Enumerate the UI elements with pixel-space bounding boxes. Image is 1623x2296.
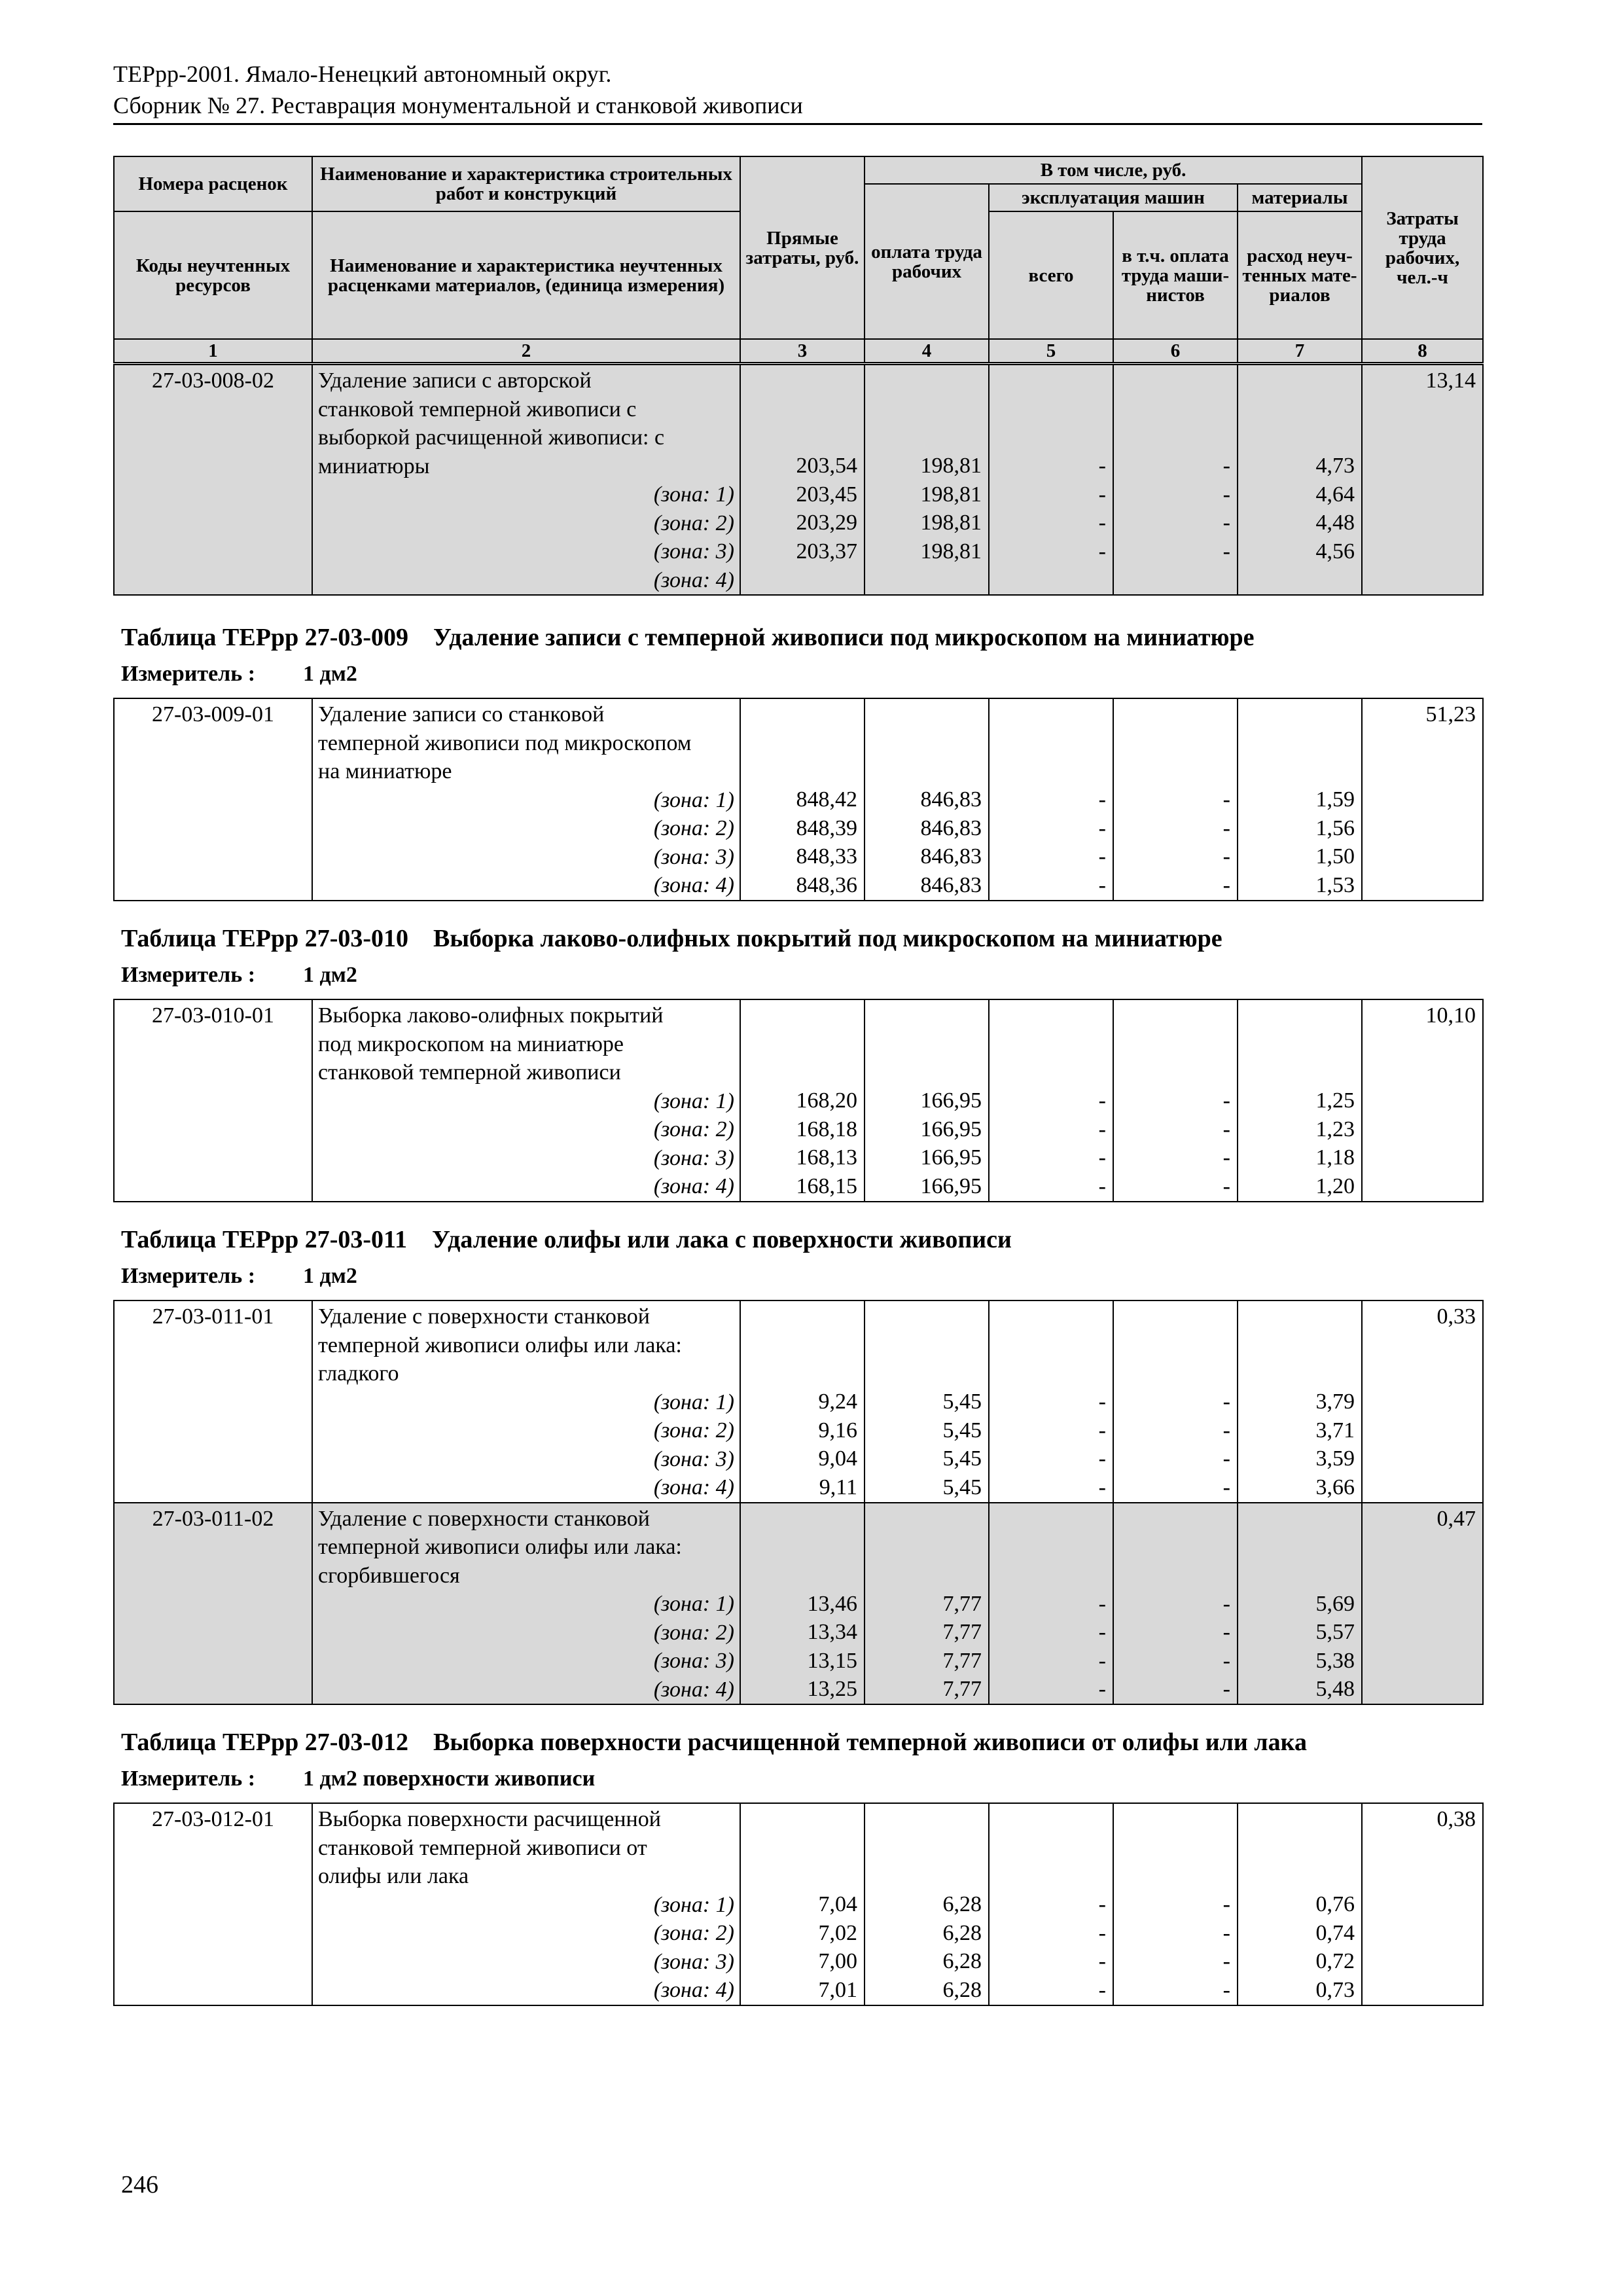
direct-costs-value: 203,29 bbox=[796, 511, 857, 535]
materials-cost-value: 1,20 bbox=[1315, 1174, 1355, 1198]
machine-labor-pay-value: - bbox=[1222, 816, 1230, 840]
header-resource-codes: Коды неучтенных ресурсов bbox=[114, 211, 312, 339]
header-col-num-8: 8 bbox=[1362, 339, 1483, 363]
rate-code: 27-03-008-02 bbox=[152, 368, 274, 393]
rate-row bbox=[114, 698, 1483, 901]
table-title-code: Таблица ТЕРрр 27-03-009 bbox=[121, 624, 409, 651]
work-description-line: темперной живописи под микроскопом bbox=[318, 730, 692, 755]
header-machine-labor-pay: в т.ч. оплата труда маши-нистов bbox=[1113, 211, 1238, 339]
table-title bbox=[121, 623, 1255, 652]
machine-labor-pay-value: - bbox=[1222, 1418, 1230, 1443]
machine-labor-pay-value: - bbox=[1222, 1117, 1230, 1141]
running-header-collection: Сборник № 27. Реставрация монументальной и станковой живописи bbox=[113, 92, 803, 118]
zone-label: (зона: 2) bbox=[653, 511, 734, 535]
machine-labor-pay-value: - bbox=[1222, 1892, 1230, 1916]
direct-costs-cell bbox=[740, 365, 865, 595]
machine-labor-pay-value: - bbox=[1222, 844, 1230, 869]
measure-label: Измеритель : bbox=[121, 1264, 256, 1288]
direct-costs-value: 203,54 bbox=[796, 454, 857, 478]
labor-pay-cell bbox=[865, 1300, 989, 1503]
table-title-text: Выборка лаково-олифных покрытий под микроскопом на миниатюре bbox=[433, 925, 1222, 952]
labor-pay-value: 7,77 bbox=[942, 1620, 982, 1644]
header-machine-operation: эксплуатация машин bbox=[989, 184, 1238, 211]
machine-total-value: - bbox=[1098, 1949, 1106, 1973]
machine-labor-pay-value: - bbox=[1222, 1677, 1230, 1701]
machine-labor-pay-value: - bbox=[1222, 1145, 1230, 1170]
direct-costs-value: 9,24 bbox=[818, 1390, 857, 1414]
materials-cost-cell bbox=[1238, 698, 1362, 901]
direct-costs-cell bbox=[740, 999, 865, 1202]
table-title-text: Выборка поверхности расчищенной темперной живописи от олифы или лака bbox=[433, 1729, 1307, 1756]
materials-cost-value: 3,71 bbox=[1315, 1418, 1355, 1443]
labor-pay-value: 198,81 bbox=[920, 511, 982, 535]
direct-costs-value: 7,04 bbox=[818, 1892, 857, 1916]
labor-pay-value: 166,95 bbox=[920, 1117, 982, 1141]
work-description-cell bbox=[312, 698, 740, 901]
labor-pay-value: 5,45 bbox=[942, 1390, 982, 1414]
rate-table-27-03-009 bbox=[113, 698, 1484, 901]
work-description-line: выборкой расчищенной живописи: с bbox=[318, 425, 665, 450]
zone-label: (зона: 1) bbox=[653, 1390, 734, 1414]
zone-label: (зона: 3) bbox=[653, 1649, 734, 1673]
direct-costs-value: 203,45 bbox=[796, 482, 857, 507]
materials-cost-value: 1,53 bbox=[1315, 872, 1355, 897]
machine-total-cell bbox=[989, 1300, 1113, 1503]
work-description-line: миниатюры bbox=[318, 454, 430, 478]
measure-line bbox=[121, 1263, 357, 1289]
labor-hours-value: 51,23 bbox=[1425, 702, 1476, 726]
measure-value: 1 дм2 bbox=[303, 1264, 357, 1288]
measure-line bbox=[121, 962, 357, 988]
labor-pay-value: 6,28 bbox=[942, 1920, 982, 1945]
rate-row bbox=[114, 1300, 1483, 1503]
work-description-line: Удаление с поверхности станковой bbox=[318, 1506, 650, 1531]
materials-cost-value: 3,79 bbox=[1315, 1390, 1355, 1414]
machine-labor-pay-value: - bbox=[1222, 872, 1230, 897]
header-labor-costs: Затраты труда рабочих, чел.-ч bbox=[1362, 156, 1483, 339]
labor-hours-value: 0,33 bbox=[1436, 1304, 1476, 1329]
work-description-line: под микроскопом на миниатюре bbox=[318, 1031, 624, 1056]
rate-table-27-03-008 bbox=[113, 364, 1484, 596]
materials-cost-value: 1,18 bbox=[1315, 1145, 1355, 1170]
table-title bbox=[121, 924, 1222, 953]
header-col-num-1: 1 bbox=[114, 339, 312, 363]
machine-total-value: - bbox=[1098, 1475, 1106, 1499]
labor-hours-cell bbox=[1362, 1300, 1483, 1503]
machine-labor-pay-cell bbox=[1113, 999, 1238, 1202]
machine-total-value: - bbox=[1098, 1920, 1106, 1945]
header-col-num-4: 4 bbox=[865, 339, 989, 363]
zone-label: (зона: 3) bbox=[653, 1446, 734, 1471]
direct-costs-value: 168,13 bbox=[796, 1145, 857, 1170]
labor-pay-value: 198,81 bbox=[920, 454, 982, 478]
header-materials: материалы bbox=[1238, 184, 1362, 211]
machine-total-value: - bbox=[1098, 1648, 1106, 1673]
materials-cost-value: 0,74 bbox=[1315, 1920, 1355, 1945]
materials-cost-cell bbox=[1238, 365, 1362, 595]
table-title-text: Удаление записи с темперной живописи под микроскопом на миниатюре bbox=[433, 624, 1255, 651]
machine-labor-pay-value: - bbox=[1222, 1620, 1230, 1644]
machine-labor-pay-cell bbox=[1113, 1803, 1238, 2005]
materials-cost-value: 0,72 bbox=[1315, 1949, 1355, 1973]
rate-row bbox=[114, 1503, 1483, 1705]
materials-cost-value: 1,59 bbox=[1315, 787, 1355, 812]
machine-labor-pay-value: - bbox=[1222, 454, 1230, 478]
work-description-line: Удаление записи с авторской bbox=[318, 368, 592, 393]
labor-pay-value: 6,28 bbox=[942, 1977, 982, 2002]
rate-code-cell bbox=[114, 1300, 312, 1503]
labor-hours-cell bbox=[1362, 365, 1483, 595]
zone-label: (зона: 4) bbox=[653, 1174, 734, 1198]
work-description-line: Удаление записи со станковой bbox=[318, 702, 605, 726]
labor-pay-value: 846,83 bbox=[920, 844, 982, 869]
machine-total-value: - bbox=[1098, 1446, 1106, 1471]
page-number: 246 bbox=[121, 2171, 158, 2198]
table-title bbox=[121, 1728, 1307, 1757]
machine-labor-pay-value: - bbox=[1222, 511, 1230, 535]
materials-cost-cell bbox=[1238, 999, 1362, 1202]
table-title-code: Таблица ТЕРрр 27-03-011 bbox=[121, 1226, 407, 1253]
machine-labor-pay-value: - bbox=[1222, 1977, 1230, 2002]
labor-pay-cell bbox=[865, 698, 989, 901]
materials-cost-value: 4,73 bbox=[1315, 454, 1355, 478]
rate-code-cell bbox=[114, 365, 312, 595]
labor-pay-value: 166,95 bbox=[920, 1174, 982, 1198]
machine-labor-pay-value: - bbox=[1222, 1648, 1230, 1673]
machine-total-value: - bbox=[1098, 482, 1106, 507]
direct-costs-value: 168,20 bbox=[796, 1088, 857, 1113]
header-machine-total: всего bbox=[989, 211, 1113, 339]
zone-label: (зона: 4) bbox=[653, 1978, 734, 2002]
materials-cost-value: 0,76 bbox=[1315, 1892, 1355, 1916]
machine-labor-pay-value: - bbox=[1222, 1446, 1230, 1471]
direct-costs-value: 848,36 bbox=[796, 872, 857, 897]
machine-total-value: - bbox=[1098, 1174, 1106, 1198]
zone-label: (зона: 2) bbox=[653, 1117, 734, 1141]
machine-total-value: - bbox=[1098, 1677, 1106, 1701]
machine-total-value: - bbox=[1098, 1591, 1106, 1616]
materials-cost-value: 3,66 bbox=[1315, 1475, 1355, 1499]
zone-label: (зона: 1) bbox=[653, 1592, 734, 1616]
machine-labor-pay-value: - bbox=[1222, 482, 1230, 507]
materials-cost-value: 1,56 bbox=[1315, 816, 1355, 840]
direct-costs-value: 13,25 bbox=[807, 1677, 857, 1701]
labor-pay-value: 166,95 bbox=[920, 1145, 982, 1170]
materials-cost-value: 5,69 bbox=[1315, 1591, 1355, 1616]
machine-total-value: - bbox=[1098, 1088, 1106, 1113]
labor-pay-value: 5,45 bbox=[942, 1446, 982, 1471]
materials-cost-cell bbox=[1238, 1300, 1362, 1503]
direct-costs-value: 7,02 bbox=[818, 1920, 857, 1945]
machine-labor-pay-cell bbox=[1113, 1300, 1238, 1503]
materials-cost-value: 5,38 bbox=[1315, 1648, 1355, 1673]
work-description-line: олифы или лака bbox=[318, 1864, 469, 1888]
materials-cost-value: 3,59 bbox=[1315, 1446, 1355, 1471]
direct-costs-value: 9,11 bbox=[819, 1475, 857, 1499]
column-header-table bbox=[113, 156, 1484, 363]
header-col-num-3: 3 bbox=[740, 339, 865, 363]
machine-total-value: - bbox=[1098, 1117, 1106, 1141]
work-description-line: Удаление с поверхности станковой bbox=[318, 1304, 650, 1329]
zone-label: (зона: 2) bbox=[653, 1620, 734, 1645]
work-description-line: станковой темперной живописи bbox=[318, 1060, 621, 1085]
direct-costs-value: 7,00 bbox=[818, 1949, 857, 1973]
zone-label: (зона: 1) bbox=[653, 482, 734, 507]
labor-pay-value: 6,28 bbox=[942, 1949, 982, 1973]
rate-code-cell bbox=[114, 1803, 312, 2005]
measure-value: 1 дм2 поверхности живописи bbox=[303, 1767, 596, 1791]
machine-total-value: - bbox=[1098, 872, 1106, 897]
direct-costs-value: 203,37 bbox=[796, 539, 857, 564]
machine-labor-pay-value: - bbox=[1222, 1591, 1230, 1616]
labor-hours-value: 13,14 bbox=[1425, 368, 1476, 393]
labor-pay-value: 846,83 bbox=[920, 816, 982, 840]
labor-pay-value: 846,83 bbox=[920, 872, 982, 897]
work-description-cell bbox=[312, 365, 740, 595]
direct-costs-value: 168,15 bbox=[796, 1174, 857, 1198]
labor-pay-value: 198,81 bbox=[920, 539, 982, 564]
zone-label: (зона: 4) bbox=[653, 567, 734, 592]
work-description-line: на миниатюре bbox=[318, 759, 452, 783]
rate-table-27-03-012 bbox=[113, 1803, 1484, 2006]
labor-hours-cell bbox=[1362, 999, 1483, 1202]
zone-label: (зона: 3) bbox=[653, 844, 734, 869]
machine-labor-pay-value: - bbox=[1222, 1174, 1230, 1198]
machine-total-value: - bbox=[1098, 844, 1106, 869]
zone-label: (зона: 1) bbox=[653, 1088, 734, 1113]
direct-costs-value: 13,15 bbox=[807, 1648, 857, 1673]
work-description bbox=[318, 365, 734, 480]
measure-value: 1 дм2 bbox=[303, 662, 357, 686]
rate-row bbox=[114, 1803, 1483, 2005]
machine-labor-pay-value: - bbox=[1222, 1088, 1230, 1113]
labor-pay-value: 198,81 bbox=[920, 482, 982, 507]
work-description bbox=[318, 1301, 734, 1388]
rate-table-27-03-010 bbox=[113, 999, 1484, 1202]
rate-code: 27-03-012-01 bbox=[152, 1807, 274, 1831]
zone-label: (зона: 4) bbox=[653, 1677, 734, 1702]
work-description-line: станковой темперной живописи от bbox=[318, 1835, 647, 1860]
work-description-line: Выборка поверхности расчищенной bbox=[318, 1807, 661, 1831]
header-including: В том числе, руб. bbox=[865, 156, 1362, 184]
rate-row bbox=[114, 365, 1483, 595]
machine-labor-pay-cell bbox=[1113, 365, 1238, 595]
rate-code: 27-03-011-02 bbox=[152, 1506, 274, 1531]
machine-labor-pay-value: - bbox=[1222, 1949, 1230, 1973]
labor-pay-value: 5,45 bbox=[942, 1475, 982, 1499]
measure-label: Измеритель : bbox=[121, 963, 256, 987]
materials-cost-value: 0,73 bbox=[1315, 1977, 1355, 2002]
labor-hours-value: 0,38 bbox=[1436, 1807, 1476, 1831]
running-header-title: ТЕРрр-2001. Ямало-Ненецкий автономный округ. bbox=[113, 61, 612, 87]
table-title-text: Удаление олифы или лака с поверхности живописи bbox=[431, 1226, 1012, 1253]
direct-costs-value: 9,16 bbox=[818, 1418, 857, 1443]
machine-total-value: - bbox=[1098, 454, 1106, 478]
machine-total-cell bbox=[989, 999, 1113, 1202]
materials-cost-cell bbox=[1238, 1803, 1362, 2005]
materials-cost-value: 1,50 bbox=[1315, 844, 1355, 869]
work-description-line: Выборка лаково-олифных покрытий bbox=[318, 1003, 664, 1028]
zone-label: (зона: 1) bbox=[653, 787, 734, 812]
materials-cost-cell bbox=[1238, 1503, 1362, 1705]
header-col-num-2: 2 bbox=[312, 339, 740, 363]
labor-pay-cell bbox=[865, 999, 989, 1202]
work-description-line: сгорбившегося bbox=[318, 1563, 460, 1588]
header-direct-costs: Прямые затраты, руб. bbox=[740, 156, 865, 339]
machine-total-value: - bbox=[1098, 1390, 1106, 1414]
labor-hours-cell bbox=[1362, 1803, 1483, 2005]
direct-costs-value: 7,01 bbox=[818, 1977, 857, 2002]
materials-cost-value: 1,23 bbox=[1315, 1117, 1355, 1141]
work-description-line: станковой темперной живописи с bbox=[318, 397, 637, 422]
labor-pay-value: 6,28 bbox=[942, 1892, 982, 1916]
rate-row bbox=[114, 999, 1483, 1202]
labor-hours-cell bbox=[1362, 698, 1483, 901]
direct-costs-value: 848,42 bbox=[796, 787, 857, 812]
machine-total-cell bbox=[989, 698, 1113, 901]
direct-costs-cell bbox=[740, 1300, 865, 1503]
machine-total-value: - bbox=[1098, 1418, 1106, 1443]
rate-table-27-03-011 bbox=[113, 1300, 1484, 1705]
zone-label: (зона: 4) bbox=[653, 873, 734, 897]
materials-cost-value: 4,48 bbox=[1315, 511, 1355, 535]
rate-code-cell bbox=[114, 999, 312, 1202]
measure-line bbox=[121, 1766, 596, 1792]
machine-labor-pay-cell bbox=[1113, 1503, 1238, 1705]
work-description-cell bbox=[312, 999, 740, 1202]
machine-total-value: - bbox=[1098, 511, 1106, 535]
machine-total-value: - bbox=[1098, 1977, 1106, 2002]
machine-total-cell bbox=[989, 1803, 1113, 2005]
labor-pay-cell bbox=[865, 1503, 989, 1705]
direct-costs-cell bbox=[740, 1503, 865, 1705]
machine-labor-pay-cell bbox=[1113, 698, 1238, 901]
direct-costs-value: 13,34 bbox=[807, 1620, 857, 1644]
header-rate-numbers: Номера расценок bbox=[114, 156, 312, 211]
measure-label: Измеритель : bbox=[121, 662, 256, 686]
header-material-name: Наименование и характеристика неучтенных расценками материалов, (единица измерения) bbox=[312, 211, 740, 339]
materials-cost-value: 5,48 bbox=[1315, 1677, 1355, 1701]
labor-pay-value: 7,77 bbox=[942, 1648, 982, 1673]
header-col-num-7: 7 bbox=[1238, 339, 1362, 363]
direct-costs-value: 9,04 bbox=[818, 1446, 857, 1471]
machine-total-cell bbox=[989, 365, 1113, 595]
zone-label: (зона: 4) bbox=[653, 1475, 734, 1499]
zone-label: (зона: 3) bbox=[653, 1949, 734, 1974]
machine-total-value: - bbox=[1098, 1892, 1106, 1916]
rate-code-cell bbox=[114, 698, 312, 901]
materials-cost-value: 4,56 bbox=[1315, 539, 1355, 564]
labor-hours-value: 10,10 bbox=[1425, 1003, 1476, 1028]
labor-pay-value: 166,95 bbox=[920, 1088, 982, 1113]
labor-hours-value: 0,47 bbox=[1436, 1506, 1476, 1531]
direct-costs-value: 848,33 bbox=[796, 844, 857, 869]
header-materials-unaccounted: расход неуч-тенных мате-риалов bbox=[1238, 211, 1362, 339]
machine-labor-pay-value: - bbox=[1222, 1920, 1230, 1945]
table-title-code: Таблица ТЕРрр 27-03-012 bbox=[121, 1729, 409, 1756]
work-description-cell bbox=[312, 1300, 740, 1503]
direct-costs-cell bbox=[740, 698, 865, 901]
machine-labor-pay-value: - bbox=[1222, 1390, 1230, 1414]
rate-code: 27-03-011-01 bbox=[152, 1304, 274, 1329]
direct-costs-cell bbox=[740, 1803, 865, 2005]
measure-value: 1 дм2 bbox=[303, 963, 357, 987]
header-work-name: Наименование и характеристика строительных работ и конструкций bbox=[312, 156, 740, 211]
labor-pay-value: 7,77 bbox=[942, 1591, 982, 1616]
machine-total-cell bbox=[989, 1503, 1113, 1705]
header-rule bbox=[113, 123, 1482, 125]
machine-labor-pay-value: - bbox=[1222, 1475, 1230, 1499]
work-description-line: гладкого bbox=[318, 1361, 399, 1386]
direct-costs-value: 168,18 bbox=[796, 1117, 857, 1141]
work-description bbox=[318, 1503, 734, 1590]
zone-label: (зона: 2) bbox=[653, 1418, 734, 1443]
labor-pay-cell bbox=[865, 1803, 989, 2005]
header-labor-pay: оплата труда рабочих bbox=[865, 184, 989, 339]
work-description bbox=[318, 1804, 734, 1891]
machine-total-value: - bbox=[1098, 539, 1106, 564]
rate-code-cell bbox=[114, 1503, 312, 1705]
labor-pay-value: 5,45 bbox=[942, 1418, 982, 1443]
machine-total-value: - bbox=[1098, 1145, 1106, 1170]
direct-costs-value: 13,46 bbox=[807, 1591, 857, 1616]
zone-label: (зона: 1) bbox=[653, 1892, 734, 1917]
work-description-line: темперной живописи олифы или лака: bbox=[318, 1333, 682, 1357]
work-description-cell bbox=[312, 1503, 740, 1705]
materials-cost-value: 5,57 bbox=[1315, 1620, 1355, 1644]
machine-total-value: - bbox=[1098, 787, 1106, 812]
machine-labor-pay-value: - bbox=[1222, 539, 1230, 564]
table-title-code: Таблица ТЕРрр 27-03-010 bbox=[121, 925, 409, 952]
work-description bbox=[318, 1000, 734, 1087]
labor-pay-value: 7,77 bbox=[942, 1677, 982, 1701]
work-description-cell bbox=[312, 1803, 740, 2005]
table-title bbox=[121, 1225, 1012, 1254]
rate-code: 27-03-009-01 bbox=[152, 702, 274, 726]
zone-label: (зона: 2) bbox=[653, 1921, 734, 1945]
header-col-num-5: 5 bbox=[989, 339, 1113, 363]
materials-cost-value: 4,64 bbox=[1315, 482, 1355, 507]
direct-costs-value: 848,39 bbox=[796, 816, 857, 840]
measure-label: Измеритель : bbox=[121, 1767, 256, 1791]
rate-code: 27-03-010-01 bbox=[152, 1003, 274, 1028]
zone-label: (зона: 3) bbox=[653, 1145, 734, 1170]
machine-labor-pay-value: - bbox=[1222, 787, 1230, 812]
labor-hours-cell bbox=[1362, 1503, 1483, 1705]
work-description-line: темперной живописи олифы или лака: bbox=[318, 1535, 682, 1559]
labor-pay-value: 846,83 bbox=[920, 787, 982, 812]
measure-line bbox=[121, 661, 357, 687]
labor-pay-cell bbox=[865, 365, 989, 595]
machine-total-value: - bbox=[1098, 816, 1106, 840]
machine-total-value: - bbox=[1098, 1620, 1106, 1644]
zone-label: (зона: 3) bbox=[653, 539, 734, 564]
header-col-num-6: 6 bbox=[1113, 339, 1238, 363]
zone-label: (зона: 2) bbox=[653, 816, 734, 840]
materials-cost-value: 1,25 bbox=[1315, 1088, 1355, 1113]
work-description bbox=[318, 699, 734, 786]
